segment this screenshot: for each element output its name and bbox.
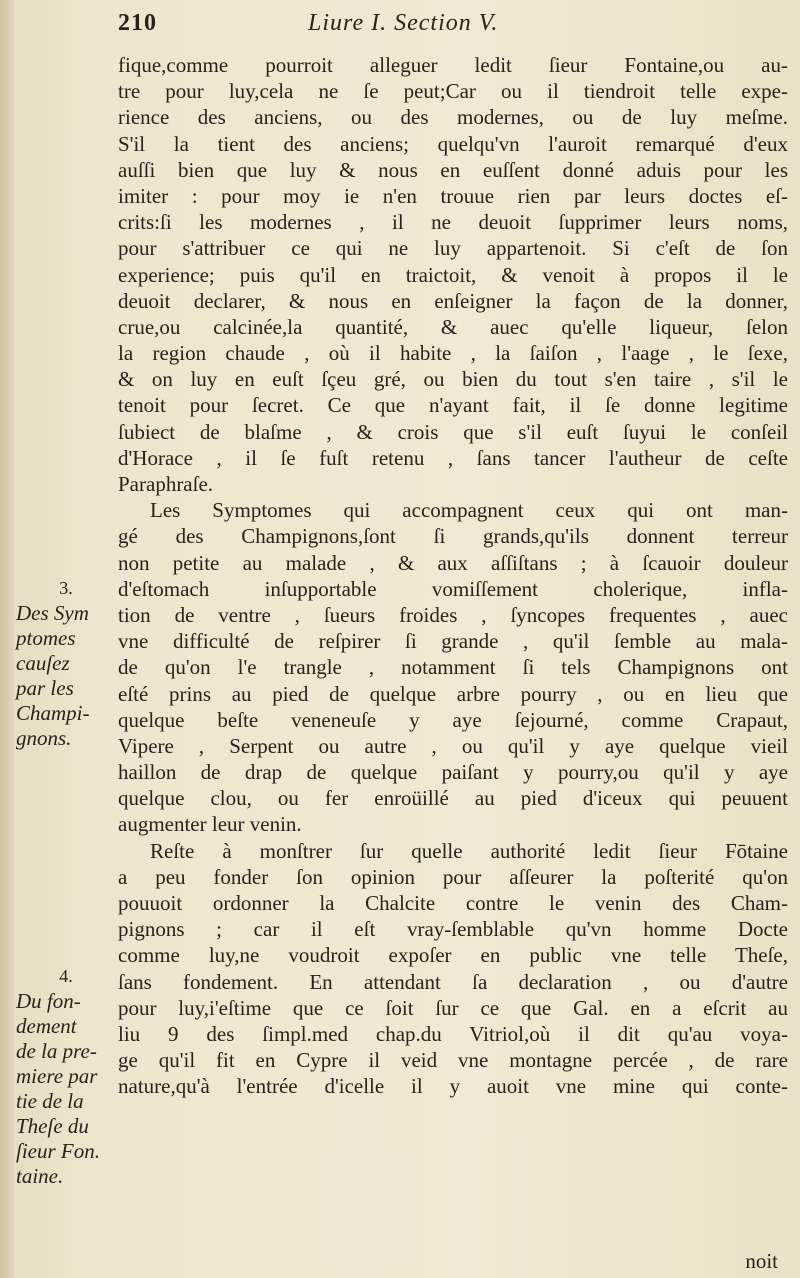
text-line: experience; puis qu'il en traictoit, & venoit à propos il le bbox=[118, 262, 788, 287]
text-line: Les Symptomes qui accompagnent ceux qui ont man- bbox=[150, 498, 788, 523]
page-edge-shadow bbox=[0, 0, 14, 1278]
text-line: a peu fonder ſon opinion pour aſſeurer la poſterité qu'on bbox=[118, 864, 788, 889]
margin-note-line: ptomes bbox=[16, 626, 76, 650]
page-header bbox=[118, 10, 783, 44]
margin-note-line: Des Sym bbox=[16, 601, 89, 625]
text-line: rience des anciens, ou des modernes, ou de luy meſme. bbox=[118, 105, 788, 130]
text-line: pour s'attribuer ce qui ne luy appartenoit. Si c'eſt de ſon bbox=[118, 236, 788, 261]
text-line: imiter : pour moy ie n'en trouue rien par leurs doctes eſ- bbox=[118, 183, 788, 208]
margin-note-line: Champi- bbox=[16, 701, 90, 725]
text-line: deuoit declarer, & nous en enſeigner la façon de la donner, bbox=[118, 288, 788, 313]
margin-note-fondement bbox=[16, 964, 116, 1189]
margin-note-line: Theſe du bbox=[16, 1114, 89, 1138]
text-line: non petite au malade , & aux aſſiſtans ; à ſcauoir douleur bbox=[118, 550, 788, 575]
margin-note-line: ſieur Fon. bbox=[16, 1139, 100, 1163]
margin-note-line: cauſez bbox=[16, 651, 70, 675]
text-line: de qu'on l'e trangle , notamment ſi tels Champignons ont bbox=[118, 655, 788, 680]
text-line: pignons ; car il eſt vray-ſemblable qu'vn homme Docte bbox=[118, 917, 788, 942]
text-line: d'eſtomach inſupportable vomiſſement cholerique, infla- bbox=[118, 576, 788, 601]
text-line: Vipere , Serpent ou autre , ou qu'il y aye quelque vieil bbox=[118, 733, 788, 758]
text-line: & on luy en euſt ſçeu gré, ou bien du tout s'en taire , s'il le bbox=[118, 367, 788, 392]
text-line: ge qu'il fit en Cypre il veid vne montagne percée , de rare bbox=[118, 1048, 788, 1073]
text-line: pour luy,i'eſtime que ce ſoit ſur ce que Gal. en a eſcrit au bbox=[118, 995, 788, 1020]
text-line: vne difficulté de reſpirer ſi grande , qu'il ſemble au mala- bbox=[118, 629, 788, 654]
margin-note-line: gnons. bbox=[16, 726, 72, 750]
page-number: 210 bbox=[118, 10, 157, 36]
running-head: Liure I. Section V. bbox=[308, 10, 499, 36]
margin-note-symptomes bbox=[16, 576, 116, 751]
text-line: la region chaude , où il habite , la ſaiſon , l'aage , le ſexe, bbox=[118, 341, 788, 366]
text-line: nature,qu'à l'entrée d'icelle il y auoit vne mine qui conte- bbox=[118, 1074, 788, 1099]
catchword: noit bbox=[745, 1249, 778, 1273]
text-line: crits:ſi les modernes , il ne deuoit ſupprimer leurs noms, bbox=[118, 210, 788, 235]
text-line: quelque beſte veneneuſe y aye ſejourné, comme Crapaut, bbox=[118, 707, 788, 732]
margin-note-line: taine. bbox=[16, 1164, 64, 1188]
text-line: ſubiect de blaſme , & crois que s'il euſt ſuyui le conſeil bbox=[118, 419, 788, 444]
text-line: Paraphraſe. bbox=[118, 472, 214, 496]
margin-note-line: par les bbox=[16, 676, 74, 700]
text-line: fique,comme pourroit alleguer ledit ſieur Fontaine,ou au- bbox=[118, 53, 788, 77]
text-line: comme luy,ne voudroit expoſer en public vne telle Theſe, bbox=[118, 943, 788, 968]
text-line: quelque clou, ou fer enroüillé au pied d'iceux qui peuuent bbox=[118, 786, 788, 811]
text-line: tenoit pour ſecret. Ce que n'ayant fait, il ſe donne legitime bbox=[118, 393, 788, 418]
text-line: eſté prins au pied de quelque arbre pourry , ou en lieu que bbox=[118, 681, 788, 706]
main-text bbox=[118, 52, 788, 1100]
text-line: d'Horace , il ſe fuſt retenu , ſans tancer l'autheur de ceſte bbox=[118, 445, 788, 470]
text-line: haillon de drap de quelque paiſant y pourry,ou qu'il y aye bbox=[118, 760, 788, 785]
text-line: tre pour luy,cela ne ſe peut;Car ou il tiendroit telle expe- bbox=[118, 79, 788, 104]
margin-note-line: dement bbox=[16, 1014, 77, 1038]
text-line: auſſi bien que luy & nous en euſſent donné aduis pour les bbox=[118, 157, 788, 182]
text-line: Reſte à monſtrer ſur quelle authorité ledit ſieur Fōtaine bbox=[150, 838, 788, 863]
text-line: gé des Champignons,ſont ſi grands,qu'ils donnent terreur bbox=[118, 524, 788, 549]
margin-note-number: 3. bbox=[59, 578, 73, 598]
text-line: tion de ventre , ſueurs froides , ſyncopes frequentes , auec bbox=[118, 602, 788, 627]
text-line: S'il la tient des anciens; quelqu'vn l'auroit remarqué d'eux bbox=[118, 131, 788, 156]
margin-note-line: de la pre- bbox=[16, 1039, 97, 1063]
text-line: augmenter leur venin. bbox=[118, 812, 302, 837]
text-line: liu 9 des ſimpl.med chap.du Vitriol,où il dit qu'au voya- bbox=[118, 1021, 788, 1046]
text-line: pouuoit ordonner la Chalcite contre le venin des Cham- bbox=[118, 891, 788, 915]
margin-note-number: 4. bbox=[59, 966, 73, 986]
margin-note-line: tie de la bbox=[16, 1089, 84, 1113]
text-line: ſans fondement. En attendant ſa declaration , ou d'autre bbox=[118, 969, 788, 994]
margin-note-line: miere par bbox=[16, 1064, 98, 1088]
margin-note-line: Du fon- bbox=[16, 989, 81, 1013]
text-line: crue,ou calcinée,la quantité, & auec qu'elle liqueur, ſelon bbox=[118, 314, 788, 339]
